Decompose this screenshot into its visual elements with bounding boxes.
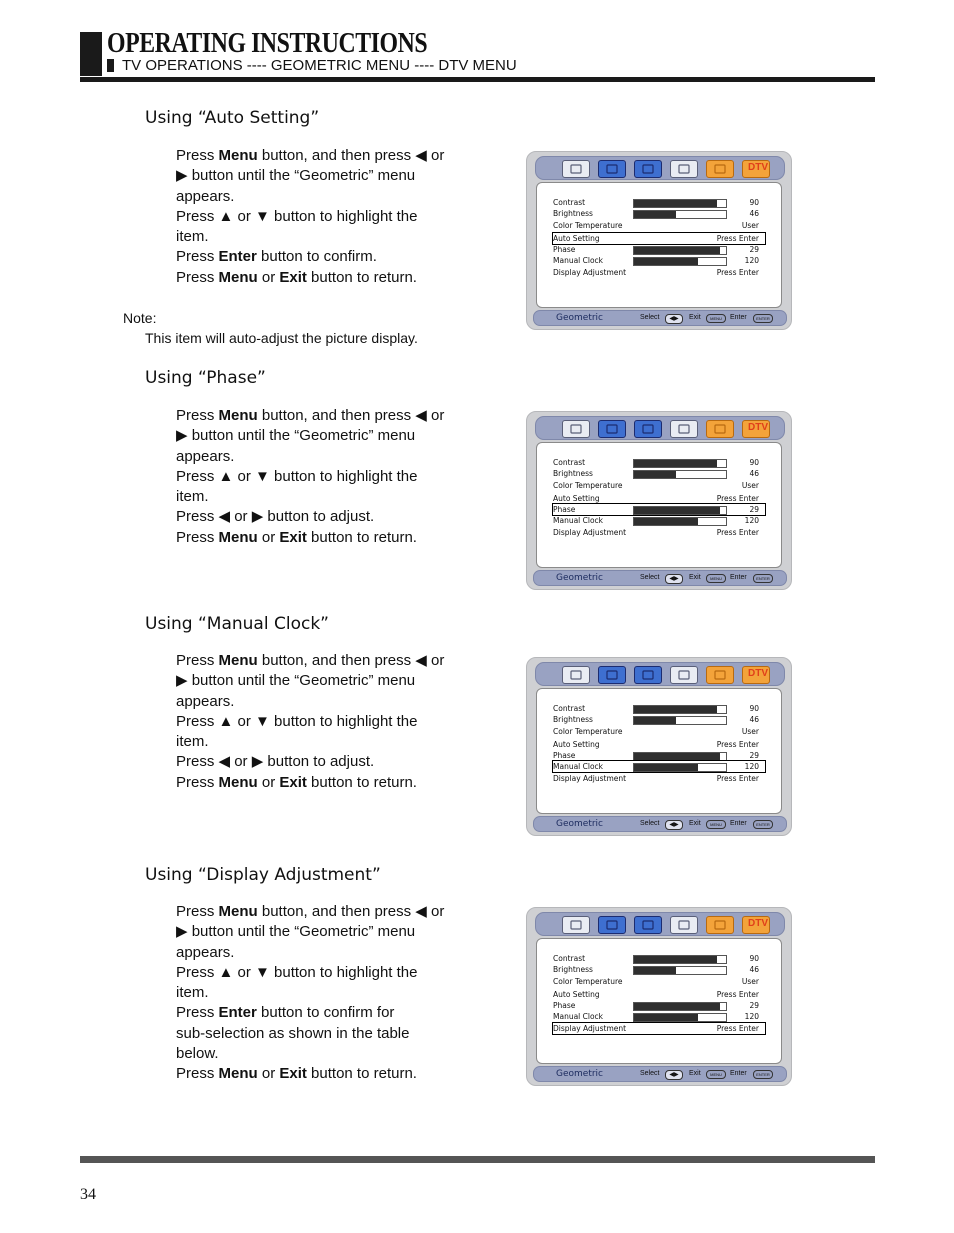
- osd-row-value: 29: [749, 751, 759, 760]
- osd-slider-bar[interactable]: [633, 955, 727, 964]
- instructions-display-adjustment: [176, 902, 476, 1085]
- instruction-line: [176, 1024, 476, 1044]
- instruction-text: appears.: [176, 943, 235, 961]
- osd-row-manual-clock[interactable]: [553, 1011, 765, 1022]
- key-name: Exit: [279, 268, 307, 286]
- osd-row-label: Phase: [553, 751, 576, 760]
- instruction-text: item.: [176, 228, 209, 246]
- instruction-line: [176, 447, 476, 467]
- arrow-keys-icon: ◀▶: [665, 820, 683, 830]
- osd-slider-fill: [634, 471, 676, 478]
- osd-settings-panel: [536, 182, 782, 308]
- instruction-line: [176, 983, 476, 1003]
- exit-hint: Exit: [689, 314, 701, 321]
- tv-tab-icon[interactable]: [670, 420, 698, 438]
- osd-row-label: Manual Clock: [553, 1012, 604, 1021]
- select-hint: Select: [640, 820, 660, 827]
- key-name: Exit: [279, 1065, 307, 1083]
- instruction-line: [176, 166, 476, 186]
- osd-row-value: 46: [749, 469, 759, 478]
- osd-row-label: Brightness: [553, 715, 593, 724]
- osd-row-contrast[interactable]: [553, 197, 765, 208]
- instruction-line: [176, 467, 476, 487]
- osd-menu-auto-setting: [526, 151, 792, 330]
- osd-row-value: 120: [744, 256, 759, 265]
- osd-slider-bar[interactable]: [633, 1013, 727, 1022]
- dtv-tab-icon[interactable]: [742, 916, 770, 934]
- osd-row-phase[interactable]: [553, 1000, 765, 1011]
- instruction-line: [176, 773, 476, 793]
- osd-row-label: Brightness: [553, 469, 593, 478]
- instruction-text: Press: [176, 903, 219, 920]
- instruction-line: [176, 187, 476, 207]
- dtv-tab-label: DTV: [748, 668, 768, 679]
- instruction-line: [176, 712, 476, 732]
- arrow-keys-icon: ◀▶: [665, 314, 683, 324]
- osd-row-brightness[interactable]: [553, 714, 765, 725]
- osd-row-display-adjustment[interactable]: [553, 527, 765, 538]
- osd-row-label: Display Adjustment: [553, 774, 627, 783]
- instructions-phase: [176, 406, 476, 548]
- enter-key-icon: ENTER: [753, 1070, 773, 1079]
- tv-tab-icon[interactable]: [670, 160, 698, 178]
- osd-menu-name: Geometric: [556, 1069, 603, 1079]
- osd-row-label: Manual Clock: [553, 516, 604, 525]
- instruction-text: item.: [176, 488, 209, 506]
- osd-row-label: Phase: [553, 505, 576, 514]
- osd-row-value: 46: [749, 965, 759, 974]
- osd-menu-name: Geometric: [556, 573, 603, 583]
- exit-hint: Exit: [689, 1070, 701, 1077]
- osd-row-label: Auto Setting: [553, 990, 600, 999]
- key-name: Menu: [218, 268, 258, 286]
- instruction-line: [176, 692, 476, 712]
- enter-hint: Enter: [730, 574, 747, 581]
- arrow-keys-icon: ◀▶: [665, 574, 683, 584]
- key-name: Menu: [218, 147, 258, 164]
- instruction-text: button to confirm for: [256, 1004, 395, 1022]
- key-name: Menu: [218, 528, 258, 546]
- enter-key-icon: ENTER: [753, 820, 773, 829]
- key-name: Menu: [218, 1065, 258, 1083]
- dtv-tab-label: DTV: [748, 918, 768, 929]
- instruction-text: ▶ button until the “Geometric” menu: [176, 167, 416, 185]
- osd-slider-bar[interactable]: [633, 199, 727, 208]
- audio-tab-icon[interactable]: [598, 666, 626, 684]
- osd-row-label: Color Temperature: [553, 977, 623, 986]
- osd-menu-phase: [526, 411, 792, 590]
- osd-row-brightness[interactable]: [553, 964, 765, 975]
- osd-row-label: Auto Setting: [553, 740, 600, 749]
- osd-menu-name: Geometric: [556, 313, 603, 323]
- osd-row-auto-setting[interactable]: [553, 989, 765, 1000]
- osd-row-color-temperature[interactable]: [553, 726, 765, 737]
- header-rule: [80, 77, 875, 82]
- instruction-text: Press: [176, 652, 219, 669]
- enter-key-icon: ENTER: [753, 314, 773, 323]
- osd-row-label: Display Adjustment: [553, 1024, 627, 1033]
- instruction-line: [176, 922, 476, 942]
- instruction-text: appears.: [176, 692, 235, 710]
- osd-slider-bar[interactable]: [633, 1002, 727, 1011]
- instruction-text: Press: [176, 1004, 219, 1022]
- osd-row-value: 90: [749, 458, 759, 467]
- select-hint: Select: [640, 1070, 660, 1077]
- osd-row-value: 120: [744, 1012, 759, 1021]
- audio-tab-icon[interactable]: [598, 160, 626, 178]
- osd-settings-panel: [536, 688, 782, 814]
- section-title-manual-clock: Using “Manual Clock”: [145, 614, 329, 634]
- osd-status-bar: [533, 1066, 787, 1082]
- osd-row-display-adjustment[interactable]: [553, 773, 765, 784]
- instruction-text: appears.: [176, 447, 235, 465]
- instruction-text: Press ◀ or ▶ button to adjust.: [176, 753, 375, 771]
- instruction-line: [176, 943, 476, 963]
- osd-row-value: 120: [744, 516, 759, 525]
- note-label: Note:: [123, 310, 157, 326]
- osd-status-bar: [533, 816, 787, 832]
- osd-slider-fill: [634, 967, 676, 974]
- pc-tab-icon[interactable]: [706, 916, 734, 934]
- osd-slider-bar[interactable]: [633, 763, 727, 772]
- osd-row-label: Manual Clock: [553, 256, 604, 265]
- instruction-line: [176, 247, 476, 267]
- instruction-line: [176, 732, 476, 752]
- key-name: Enter: [218, 248, 257, 266]
- instruction-text: or: [257, 528, 280, 546]
- osd-row-contrast[interactable]: [553, 457, 765, 468]
- instruction-line: [176, 528, 476, 548]
- instruction-text: Press ▲ or ▼ button to highlight the: [176, 963, 418, 981]
- osd-row-value: 46: [749, 209, 759, 218]
- instruction-line: [176, 406, 476, 426]
- instruction-text: Press ◀ or ▶ button to adjust.: [176, 508, 375, 526]
- osd-row-label: Contrast: [553, 458, 586, 467]
- osd-row-label: Auto Setting: [553, 494, 600, 503]
- osd-row-display-adjustment[interactable]: [553, 1023, 765, 1034]
- osd-row-label: Phase: [553, 1001, 576, 1010]
- osd-row-label: Contrast: [553, 198, 586, 207]
- picture-tab-icon[interactable]: [562, 916, 590, 934]
- key-name: Enter: [218, 1004, 257, 1022]
- osd-status-bar: [533, 570, 787, 586]
- instruction-line: [176, 146, 476, 166]
- osd-row-value: Press Enter: [716, 234, 759, 243]
- instruction-text: button to confirm.: [256, 248, 377, 266]
- instruction-text: sub-selection as shown in the table: [176, 1024, 410, 1042]
- dtv-tab-label: DTV: [748, 162, 768, 173]
- exit-hint: Exit: [689, 574, 701, 581]
- osd-row-value: Press Enter: [716, 990, 759, 999]
- instruction-text: Press: [176, 407, 219, 424]
- exit-hint: Exit: [689, 820, 701, 827]
- instruction-line: [176, 752, 476, 772]
- osd-slider-bar[interactable]: [633, 705, 727, 714]
- osd-row-label: Display Adjustment: [553, 268, 627, 277]
- subtitle-marker: [107, 59, 114, 72]
- instruction-text: Press ▲ or ▼ button to highlight the: [176, 207, 418, 225]
- instruction-text: ▶ button until the “Geometric” menu: [176, 427, 416, 445]
- osd-row-value: 90: [749, 704, 759, 713]
- osd-row-manual-clock[interactable]: [553, 255, 765, 266]
- key-name: Menu: [218, 652, 258, 669]
- osd-row-label: Contrast: [553, 704, 586, 713]
- osd-tab-bar: [535, 416, 785, 440]
- section-title-display-adjustment: Using “Display Adjustment”: [145, 865, 381, 885]
- setup-tab-icon[interactable]: [634, 916, 662, 934]
- instruction-text: Press: [176, 528, 219, 546]
- instruction-line: [176, 487, 476, 507]
- osd-row-value: User: [741, 221, 759, 230]
- instruction-line: [176, 1064, 476, 1084]
- audio-tab-icon[interactable]: [598, 420, 626, 438]
- osd-row-value: Press Enter: [716, 740, 759, 749]
- osd-row-auto-setting[interactable]: [553, 739, 765, 750]
- osd-row-brightness[interactable]: [553, 468, 765, 479]
- picture-tab-icon[interactable]: [562, 666, 590, 684]
- instruction-text: Press: [176, 268, 219, 286]
- osd-slider-fill: [634, 460, 717, 467]
- dtv-tab-label: DTV: [748, 422, 768, 433]
- instruction-text: Press: [176, 147, 219, 164]
- instruction-text: Press ▲ or ▼ button to highlight the: [176, 712, 418, 730]
- instruction-text: button, and then press ◀ or: [257, 903, 445, 920]
- enter-key-icon: ENTER: [753, 574, 773, 583]
- osd-row-value: 29: [749, 505, 759, 514]
- osd-row-brightness[interactable]: [553, 208, 765, 219]
- instruction-line: [176, 207, 476, 227]
- osd-slider-bar[interactable]: [633, 716, 727, 725]
- instructions-auto-setting: [176, 146, 476, 288]
- osd-slider-bar[interactable]: [633, 246, 727, 255]
- instruction-line: [176, 671, 476, 691]
- osd-row-value: User: [741, 727, 759, 736]
- select-hint: Select: [640, 314, 660, 321]
- osd-slider-fill: [634, 518, 698, 525]
- osd-row-display-adjustment[interactable]: [553, 267, 765, 278]
- osd-slider-fill: [634, 717, 676, 724]
- instruction-text: ▶ button until the “Geometric” menu: [176, 923, 416, 941]
- instruction-text: button to return.: [306, 1065, 417, 1083]
- instruction-line: [176, 651, 476, 671]
- header-block: [80, 32, 102, 76]
- osd-row-color-temperature[interactable]: [553, 976, 765, 987]
- osd-menu-display-adjustment: [526, 907, 792, 1086]
- osd-row-value: 46: [749, 715, 759, 724]
- instruction-text: item.: [176, 984, 209, 1002]
- setup-tab-icon[interactable]: [634, 420, 662, 438]
- osd-slider-fill: [634, 211, 676, 218]
- arrow-keys-icon: ◀▶: [665, 1070, 683, 1080]
- osd-slider-bar[interactable]: [633, 459, 727, 468]
- instruction-text: appears.: [176, 187, 235, 205]
- osd-row-color-temperature[interactable]: [553, 480, 765, 491]
- osd-row-label: Color Temperature: [553, 481, 623, 490]
- setup-tab-icon[interactable]: [634, 666, 662, 684]
- osd-slider-fill: [634, 507, 720, 514]
- osd-row-label: Color Temperature: [553, 221, 623, 230]
- enter-hint: Enter: [730, 820, 747, 827]
- instruction-text: button to return.: [306, 528, 417, 546]
- osd-row-label: Auto Setting: [553, 234, 600, 243]
- osd-menu-manual-clock: [526, 657, 792, 836]
- page-title: OPERATING INSTRUCTIONS: [107, 28, 428, 59]
- osd-row-value: Press Enter: [716, 268, 759, 277]
- tv-tab-icon[interactable]: [670, 916, 698, 934]
- osd-slider-fill: [634, 200, 717, 207]
- osd-slider-bar[interactable]: [633, 517, 727, 526]
- instruction-line: [176, 963, 476, 983]
- osd-tab-bar: [535, 156, 785, 180]
- osd-slider-bar[interactable]: [633, 506, 727, 515]
- instruction-text: Press: [176, 773, 219, 791]
- osd-slider-fill: [634, 258, 698, 265]
- footer-rule: [80, 1156, 875, 1163]
- osd-row-value: Press Enter: [716, 1024, 759, 1033]
- osd-row-value: 29: [749, 245, 759, 254]
- menu-key-icon: MENU: [706, 574, 726, 583]
- osd-row-label: Manual Clock: [553, 762, 604, 771]
- instruction-line: [176, 1003, 476, 1023]
- osd-slider-fill: [634, 956, 717, 963]
- osd-row-value: Press Enter: [716, 528, 759, 537]
- menu-key-icon: MENU: [706, 1070, 726, 1079]
- osd-row-value: 90: [749, 954, 759, 963]
- instruction-text: button, and then press ◀ or: [257, 652, 445, 669]
- instruction-text: button, and then press ◀ or: [257, 147, 445, 164]
- osd-settings-panel: [536, 938, 782, 1064]
- osd-row-label: Phase: [553, 245, 576, 254]
- osd-tab-bar: [535, 912, 785, 936]
- instruction-line: [176, 426, 476, 446]
- section-title-auto-setting: Using “Auto Setting”: [145, 108, 320, 128]
- instruction-text: item.: [176, 733, 209, 751]
- instruction-text: Press ▲ or ▼ button to highlight the: [176, 467, 418, 485]
- osd-row-manual-clock[interactable]: [553, 515, 765, 526]
- picture-tab-icon[interactable]: [562, 420, 590, 438]
- instruction-line: [176, 227, 476, 247]
- osd-slider-fill: [634, 706, 717, 713]
- key-name: Menu: [218, 407, 258, 424]
- menu-key-icon: MENU: [706, 314, 726, 323]
- dtv-tab-icon[interactable]: [742, 420, 770, 438]
- instruction-text: button to return.: [306, 773, 417, 791]
- osd-row-auto-setting[interactable]: [553, 233, 765, 244]
- osd-tab-bar: [535, 662, 785, 686]
- instruction-text: below.: [176, 1045, 219, 1063]
- osd-slider-fill: [634, 1014, 698, 1021]
- osd-row-auto-setting[interactable]: [553, 493, 765, 504]
- picture-tab-icon[interactable]: [562, 160, 590, 178]
- osd-status-bar: [533, 310, 787, 326]
- instruction-text: or: [257, 1065, 280, 1083]
- osd-slider-fill: [634, 1003, 720, 1010]
- instruction-text: button, and then press ◀ or: [257, 407, 445, 424]
- dtv-tab-icon[interactable]: [742, 666, 770, 684]
- select-hint: Select: [640, 574, 660, 581]
- osd-row-color-temperature[interactable]: [553, 220, 765, 231]
- osd-row-phase[interactable]: [553, 750, 765, 761]
- osd-row-value: 29: [749, 1001, 759, 1010]
- osd-row-contrast[interactable]: [553, 953, 765, 964]
- osd-row-phase[interactable]: [553, 504, 765, 515]
- enter-hint: Enter: [730, 1070, 747, 1077]
- enter-hint: Enter: [730, 314, 747, 321]
- page-subtitle: TV OPERATIONS ---- GEOMETRIC MENU ---- DTV MENU: [122, 57, 517, 74]
- key-name: Menu: [218, 903, 258, 920]
- osd-slider-bar[interactable]: [633, 210, 727, 219]
- instruction-text: ▶ button until the “Geometric” menu: [176, 672, 416, 690]
- audio-tab-icon[interactable]: [598, 916, 626, 934]
- osd-slider-fill: [634, 753, 720, 760]
- osd-slider-bar[interactable]: [633, 257, 727, 266]
- instruction-text: Press: [176, 248, 219, 266]
- pc-tab-icon[interactable]: [706, 666, 734, 684]
- instruction-text: Press: [176, 1065, 219, 1083]
- osd-slider-fill: [634, 247, 720, 254]
- osd-row-manual-clock[interactable]: [553, 761, 765, 772]
- osd-slider-bar[interactable]: [633, 752, 727, 761]
- key-name: Exit: [279, 528, 307, 546]
- osd-row-value: Press Enter: [716, 774, 759, 783]
- osd-row-label: Display Adjustment: [553, 528, 627, 537]
- osd-row-value: 120: [744, 762, 759, 771]
- instructions-manual-clock: [176, 651, 476, 793]
- instruction-line: [176, 268, 476, 288]
- osd-row-label: Brightness: [553, 209, 593, 218]
- key-name: Menu: [218, 773, 258, 791]
- instruction-line: [176, 507, 476, 527]
- osd-row-contrast[interactable]: [553, 703, 765, 714]
- menu-key-icon: MENU: [706, 820, 726, 829]
- osd-row-label: Contrast: [553, 954, 586, 963]
- section-title-phase: Using “Phase”: [145, 368, 266, 388]
- instruction-line: [176, 1044, 476, 1064]
- osd-row-value: 90: [749, 198, 759, 207]
- osd-slider-bar[interactable]: [633, 470, 727, 479]
- instruction-text: button to return.: [306, 268, 417, 286]
- setup-tab-icon[interactable]: [634, 160, 662, 178]
- pc-tab-icon[interactable]: [706, 160, 734, 178]
- osd-row-value: User: [741, 977, 759, 986]
- osd-slider-bar[interactable]: [633, 966, 727, 975]
- note-text: This item will auto-adjust the picture display.: [145, 330, 418, 346]
- pc-tab-icon[interactable]: [706, 420, 734, 438]
- osd-row-label: Color Temperature: [553, 727, 623, 736]
- instruction-line: [176, 902, 476, 922]
- osd-row-value: Press Enter: [716, 494, 759, 503]
- page-number: 34: [80, 1186, 96, 1203]
- instruction-text: or: [257, 773, 280, 791]
- tv-tab-icon[interactable]: [670, 666, 698, 684]
- key-name: Exit: [279, 773, 307, 791]
- dtv-tab-icon[interactable]: [742, 160, 770, 178]
- osd-row-value: User: [741, 481, 759, 490]
- osd-row-label: Brightness: [553, 965, 593, 974]
- osd-menu-name: Geometric: [556, 819, 603, 829]
- osd-row-phase[interactable]: [553, 244, 765, 255]
- osd-settings-panel: [536, 442, 782, 568]
- instruction-text: or: [257, 268, 280, 286]
- osd-slider-fill: [634, 764, 698, 771]
